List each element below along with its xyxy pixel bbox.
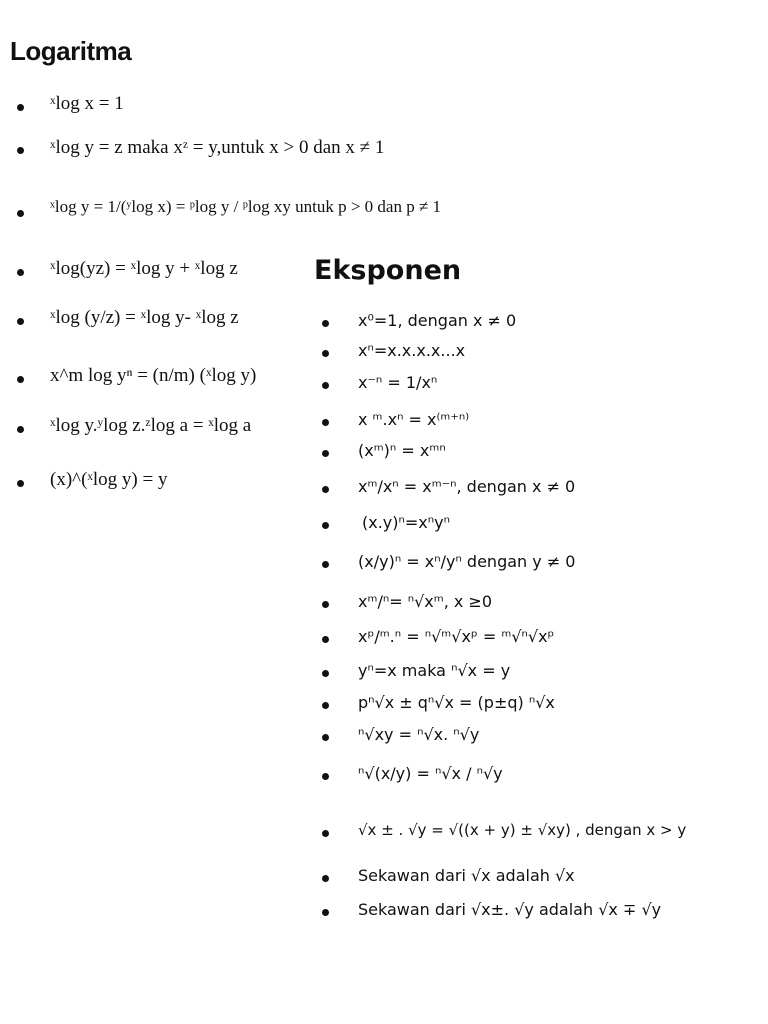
exp-formula-2: xⁿ=x.x.x.x...x: [358, 341, 466, 360]
eksponen-title: Eksponen: [314, 255, 462, 286]
bullet: [17, 210, 24, 217]
exp-formula-9: xᵐ/ⁿ= ⁿ√xᵐ, x ≥0: [358, 592, 493, 611]
bullet: [17, 376, 24, 383]
exp-formula-15: √x ± . √y = √((x + y) ± √xy) , dengan x > y: [358, 821, 687, 839]
bullet: [322, 419, 329, 426]
exp-formula-8: (x/y)ⁿ = xⁿ/yⁿ dengan y ≠ 0: [358, 552, 576, 571]
bullet: [322, 522, 329, 529]
bullet: [322, 350, 329, 357]
bullet: [17, 480, 24, 487]
log-formula-8: (x)^(ˣlog y) = y: [50, 469, 168, 490]
log-formula-6: x^m log yⁿ = (n/m) (ˣlog y): [50, 365, 257, 386]
bullet: [17, 104, 24, 111]
bullet: [322, 450, 329, 457]
bullet: [17, 318, 24, 325]
bullet: [322, 486, 329, 493]
bullet: [322, 561, 329, 568]
log-formula-2: ˣlog y = z maka xᶻ = y,untuk x > 0 dan x ≠ 1: [50, 137, 385, 158]
exp-formula-13: ⁿ√xy = ⁿ√x. ⁿ√y: [358, 725, 480, 744]
bullet: [322, 830, 329, 837]
exp-formula-11: yⁿ=x maka ⁿ√x = y: [358, 661, 511, 680]
bullet: [322, 702, 329, 709]
bullet: [322, 773, 329, 780]
log-formula-7: ˣlog y.ʸlog z.ᶻlog a = ˣlog a: [50, 415, 252, 436]
exp-formula-10: xᵖ/ᵐ.ⁿ = ⁿ√ᵐ√xᵖ = ᵐ√ⁿ√xᵖ: [358, 627, 555, 646]
bullet: [17, 269, 24, 276]
exp-formula-1: x⁰=1, dengan x ≠ 0: [358, 311, 517, 330]
exp-formula-6: xᵐ/xⁿ = xᵐ⁻ⁿ, dengan x ≠ 0: [358, 477, 576, 496]
exp-formula-7: (x.y)ⁿ=xⁿyⁿ: [362, 513, 450, 532]
exp-formula-16: Sekawan dari √x adalah √x: [358, 866, 575, 885]
bullet: [322, 382, 329, 389]
bullet: [322, 636, 329, 643]
bullet: [322, 670, 329, 677]
exp-formula-3: x⁻ⁿ = 1/xⁿ: [358, 373, 438, 392]
log-formula-4: ˣlog(yz) = ˣlog y + ˣlog z: [50, 258, 238, 279]
logaritma-title: Logaritma: [10, 36, 132, 66]
bullet: [322, 601, 329, 608]
log-formula-3: ˣlog y = 1/(ʸlog x) = ᵖlog y / ᵖlog xy untuk p > 0 dan p ≠ 1: [50, 197, 442, 216]
bullet: [17, 426, 24, 433]
exp-formula-4: x ᵐ.xⁿ = x⁽ᵐ⁺ⁿ⁾: [358, 410, 470, 429]
exp-formula-14: ⁿ√(x/y) = ⁿ√x / ⁿ√y: [358, 764, 503, 783]
log-formula-5: ˣlog (y/z) = ˣlog y- ˣlog z: [50, 307, 239, 328]
exp-formula-12: pⁿ√x ± qⁿ√x = (p±q) ⁿ√x: [358, 693, 555, 712]
bullet: [322, 909, 329, 916]
bullet: [322, 734, 329, 741]
log-formula-1: ˣlog x = 1: [50, 93, 124, 114]
exp-formula-17: Sekawan dari √x±. √y adalah √x ∓ √y: [358, 900, 662, 919]
exp-formula-5: (xᵐ)ⁿ = xᵐⁿ: [358, 441, 446, 460]
bullet: [17, 147, 24, 154]
bullet: [322, 320, 329, 327]
bullet: [322, 875, 329, 882]
